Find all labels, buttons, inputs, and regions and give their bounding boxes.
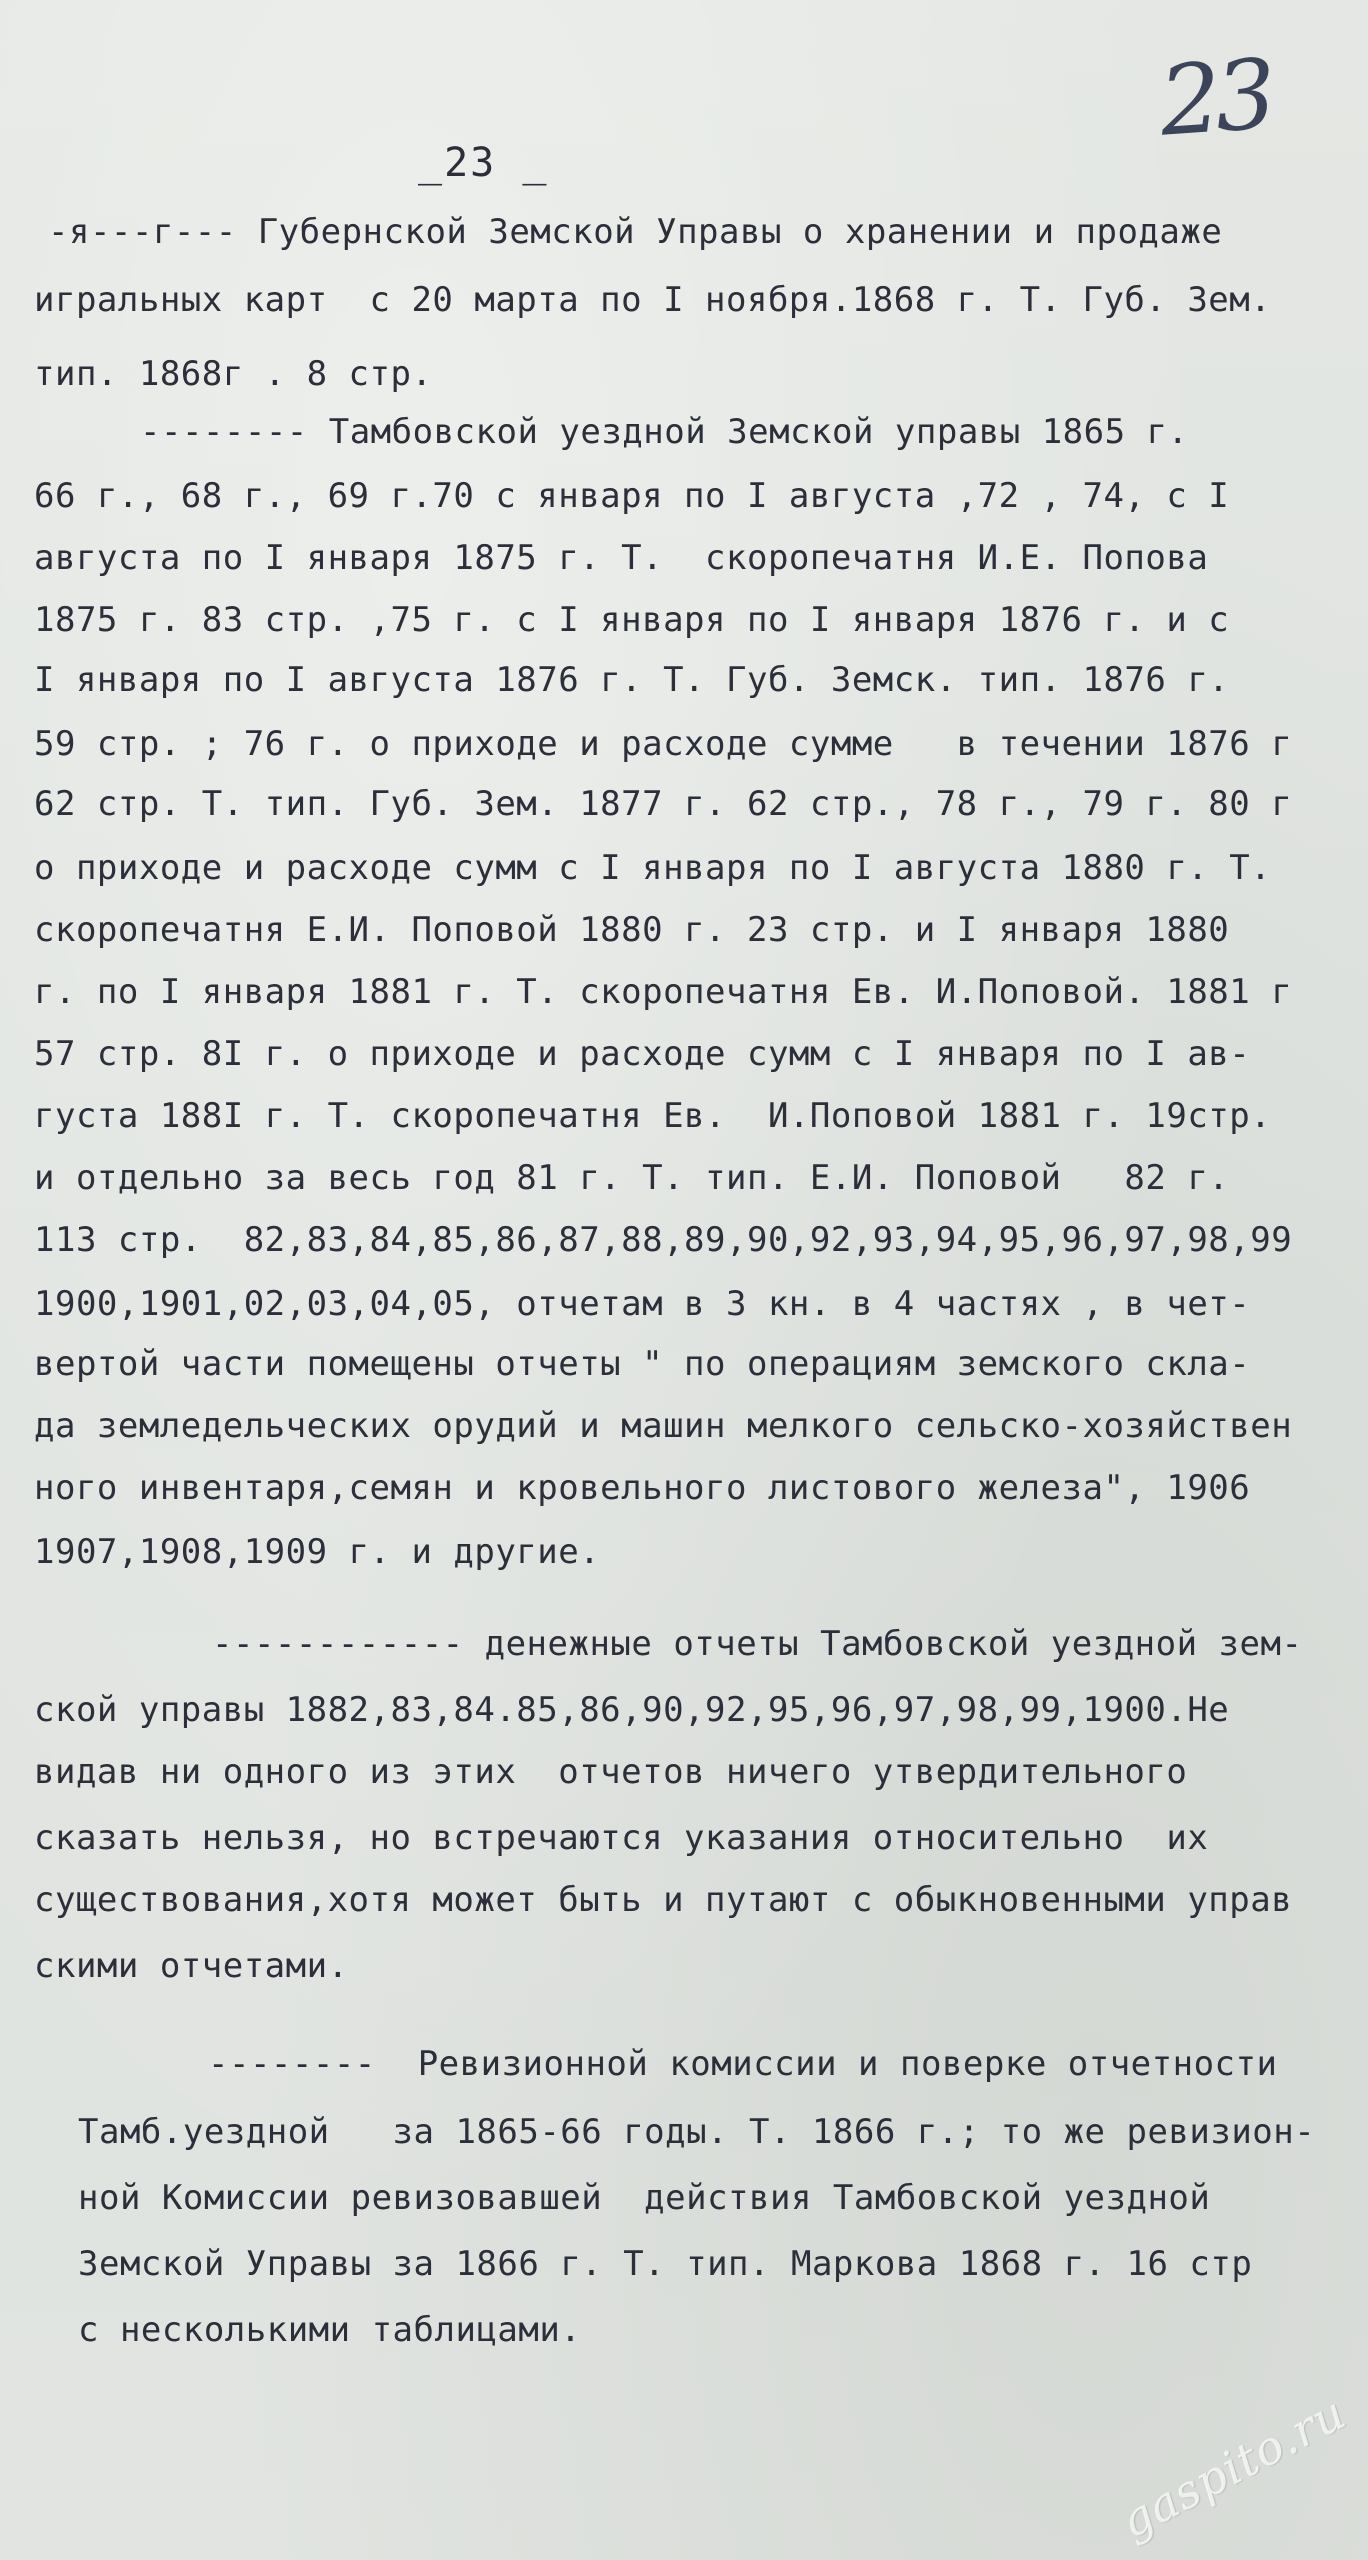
text-line: -я---г--- Губернской Земской Управы о хранении и продаже bbox=[48, 212, 1223, 252]
text-line: 66 г., 68 г., 69 г.70 с января по I августа ,72 , 74, с I bbox=[34, 476, 1230, 516]
text-line: вертой части помещены отчеты " по операциям земского скла- bbox=[34, 1344, 1251, 1384]
text-line: 1907,1908,1909 г. и другие. bbox=[34, 1532, 601, 1572]
text-line: сказать нельзя, но встречаются указания относительно их bbox=[34, 1818, 1209, 1858]
watermark: gaspito.ru bbox=[1111, 2385, 1355, 2549]
text-line: с несколькими таблицами. bbox=[78, 2310, 582, 2350]
text-line: да земледельческих орудий и машин мелкого сельско-хозяйствен bbox=[34, 1406, 1293, 1446]
text-line: 57 стр. 8I г. о приходе и расходе сумм с I января по I ав- bbox=[34, 1034, 1251, 1074]
text-line: 113 стр. 82,83,84,85,86,87,88,89,90,92,93,94,95,96,97,98,99 bbox=[34, 1220, 1293, 1260]
text-line: августа по I января 1875 г. Т. скоропечатня И.Е. Попова bbox=[34, 538, 1209, 578]
text-line: скими отчетами. bbox=[34, 1946, 349, 1986]
text-line: -------- Ревизионной комиссии и поверке отчетности bbox=[208, 2044, 1278, 2084]
text-line: 1875 г. 83 стр. ,75 г. с I января по I января 1876 г. и с bbox=[34, 600, 1230, 640]
text-line: ской управы 1882,83,84.85,86,90,92,95,96,97,98,99,1900.Не bbox=[34, 1690, 1230, 1730]
text-line: -------- Тамбовской уездной Земской управы 1865 г. bbox=[140, 412, 1189, 452]
text-line: Тамб.уездной за 1865-66 годы. Т. 1866 г.; то же ревизион- bbox=[78, 2112, 1316, 2152]
text-line: игральных карт с 20 марта по I ноября.1868 г. Т. Губ. Зем. bbox=[34, 280, 1272, 320]
text-line: ной Комиссии ревизовавшей действия Тамбовской уездной bbox=[78, 2178, 1211, 2218]
text-line: I января по I августа 1876 г. Т. Губ. Земск. тип. 1876 г. bbox=[34, 660, 1230, 700]
typed-page-number: _23 _ bbox=[418, 140, 549, 186]
text-line: 59 стр. ; 76 г. о приходе и расходе сумме в течении 1876 г bbox=[34, 724, 1293, 764]
text-line: скоропечатня Е.И. Поповой 1880 г. 23 стр. и I января 1880 bbox=[34, 910, 1230, 950]
text-line: ------------ денежные отчеты Тамбовской уездной зем- bbox=[212, 1624, 1303, 1664]
text-line: тип. 1868г . 8 стр. bbox=[34, 354, 433, 394]
text-line: густа 188I г. Т. скоропечатня Ев. И.Поповой 1881 г. 19стр. bbox=[34, 1096, 1272, 1136]
text-line: ного инвентаря,семян и кровельного листового железа", 1906 bbox=[34, 1468, 1251, 1508]
text-line: 1900,1901,02,03,04,05, отчетам в 3 кн. в 4 частях , в чет- bbox=[34, 1284, 1251, 1324]
text-line: видав ни одного из этих отчетов ничего утвердительного bbox=[34, 1752, 1188, 1792]
text-line: существования,хотя может быть и путают с обыкновенными управ bbox=[34, 1880, 1293, 1920]
handwritten-sheet-number: 23 bbox=[1156, 38, 1274, 158]
text-line: г. по I января 1881 г. Т. скоропечатня Ев. И.Поповой. 1881 г bbox=[34, 972, 1293, 1012]
text-line: 62 стр. Т. тип. Губ. Зем. 1877 г. 62 стр., 78 г., 79 г. 80 г bbox=[34, 784, 1293, 824]
text-line: о приходе и расходе сумм с I января по I августа 1880 г. Т. bbox=[34, 848, 1272, 888]
text-line: Земской Управы за 1866 г. Т. тип. Маркова 1868 г. 16 стр bbox=[78, 2244, 1253, 2284]
text-line: и отдельно за весь год 81 г. Т. тип. Е.И. Поповой 82 г. bbox=[34, 1158, 1230, 1198]
